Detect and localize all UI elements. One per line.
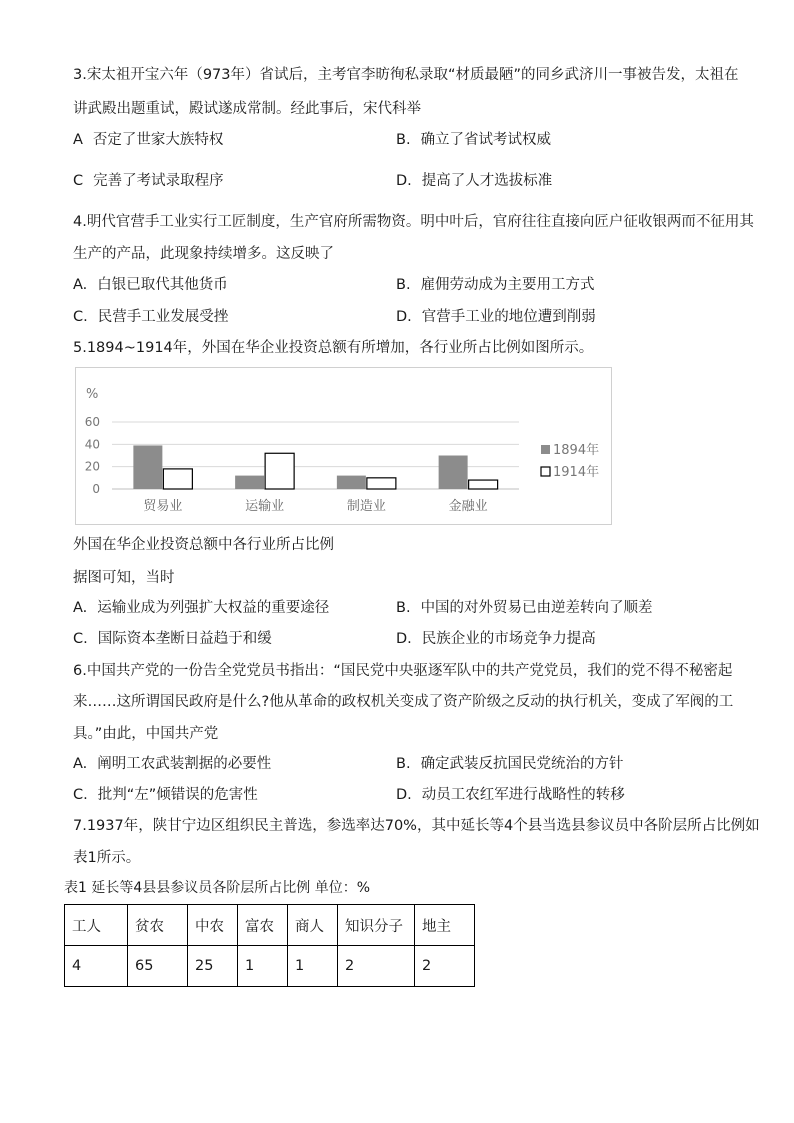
option-text: 民族企业的市场竞争力提高 bbox=[421, 631, 596, 647]
q6-option-b[interactable] bbox=[396, 755, 624, 773]
option-text: 确定武装反抗国民党统治的方针 bbox=[420, 756, 624, 772]
table-header-cell: 知识分子 bbox=[338, 905, 415, 946]
option-key: A bbox=[73, 132, 83, 148]
q4-option-a[interactable] bbox=[73, 276, 228, 294]
y-tick-label: 40 bbox=[84, 437, 100, 452]
q6-option-c[interactable] bbox=[73, 786, 258, 804]
x-category-label: 金融业 bbox=[448, 499, 488, 514]
option-text: 官营手工业的地位遭到削弱 bbox=[421, 309, 596, 325]
option-key: A. bbox=[73, 756, 88, 772]
q3-stem-line-2: 讲武殿出题重试，殿试遂成常制。经此事后，宋代科举 bbox=[73, 101, 421, 117]
chart-caption: 外国在华企业投资总额中各行业所占比例 bbox=[73, 537, 334, 553]
q6-option-d[interactable] bbox=[396, 786, 625, 804]
option-key: B. bbox=[396, 132, 411, 148]
y-axis-unit-label: % bbox=[86, 387, 99, 402]
option-text: 阐明工农武装割据的必要性 bbox=[97, 756, 272, 772]
y-tick-label: 60 bbox=[84, 415, 100, 429]
bar-series2 bbox=[163, 469, 192, 489]
option-key: A. bbox=[73, 600, 88, 616]
q3-option-a[interactable] bbox=[73, 131, 223, 149]
q5-prompt: 据图可知，当时 bbox=[73, 570, 175, 586]
bar-series1 bbox=[235, 476, 264, 489]
table-cell: 2 bbox=[338, 946, 415, 987]
bar-series2 bbox=[469, 480, 498, 489]
y-tick-label: 20 bbox=[84, 459, 100, 474]
table-header-cell: 富农 bbox=[238, 905, 288, 946]
option-key: C. bbox=[73, 787, 88, 803]
q4-stem-line-1: 4.明代官营手工业实行工匠制度，生产官府所需物资。明中叶后，官府往往直接向匠户征收银两而不征用其 bbox=[73, 214, 754, 230]
legend-label: 1894年 bbox=[553, 443, 600, 458]
legend-swatch bbox=[541, 467, 550, 476]
q4-option-c[interactable] bbox=[73, 308, 228, 326]
q5-option-c[interactable] bbox=[73, 630, 272, 648]
q3-option-d[interactable] bbox=[396, 172, 552, 190]
bar-chart bbox=[75, 367, 612, 525]
option-text: 否定了世家大族特权 bbox=[92, 132, 224, 148]
x-category-label: 制造业 bbox=[346, 499, 386, 514]
table-cell: 2 bbox=[415, 946, 475, 987]
table-title: 表1 延长等4县县参议员各阶层所占比例 单位：% bbox=[64, 880, 371, 896]
table-header-cell: 工人 bbox=[65, 905, 128, 946]
data-table bbox=[64, 904, 475, 987]
q6-stem-line-1: 6.中国共产党的一份告全党党员书指出：“国民党中央驱逐军队中的共产党党员，我们的党不得不秘密起 bbox=[73, 663, 733, 679]
option-key: D. bbox=[396, 787, 412, 803]
option-key: B. bbox=[396, 600, 411, 616]
option-text: 动员工农红军进行战略性的转移 bbox=[421, 787, 625, 803]
q5-option-a[interactable] bbox=[73, 599, 329, 617]
option-text: 国际资本垄断日益趋于和缓 bbox=[97, 631, 272, 647]
table-cell: 4 bbox=[65, 946, 128, 987]
q5-stem: 5.1894~1914年，外国在华企业投资总额有所增加，各行业所占比例如图所示。 bbox=[73, 340, 594, 356]
q6-stem-line-3: 具。”由此，中国共产党 bbox=[73, 726, 219, 742]
table-header-row bbox=[65, 905, 475, 946]
q4-option-b[interactable] bbox=[396, 276, 595, 294]
q4-stem-line-2: 生产的产品，此现象持续增多。这反映了 bbox=[73, 246, 334, 262]
x-category-label: 运输业 bbox=[245, 499, 285, 514]
q3-option-b[interactable] bbox=[396, 131, 551, 149]
table-header-cell: 地主 bbox=[415, 905, 475, 946]
option-key: C bbox=[73, 173, 84, 189]
option-text: 白银已取代其他货币 bbox=[97, 277, 228, 293]
q7-stem-line-1: 7.1937年，陕甘宁边区组织民主普选，参选率达70%，其中延长等4个县当选县参议员中各阶层所占比例如 bbox=[73, 818, 760, 834]
option-text: 雇佣劳动成为主要用工方式 bbox=[420, 277, 595, 293]
q3-stem-line-1: 3.宋太祖开宝六年（973年）省试后，主考官李昉徇私录取“材质最陋”的同乡武济川一事被告发，太祖在 bbox=[73, 67, 739, 83]
option-key: D. bbox=[396, 173, 412, 189]
option-key: A. bbox=[73, 277, 88, 293]
option-text: 完善了考试录取程序 bbox=[93, 173, 224, 189]
option-text: 中国的对外贸易已由逆差转向了顺差 bbox=[420, 600, 653, 616]
bar-chart-svg bbox=[76, 368, 611, 524]
table-header-cell: 中农 bbox=[188, 905, 238, 946]
option-text: 提高了人才选拔标准 bbox=[421, 173, 553, 189]
table-row bbox=[65, 946, 475, 987]
q5-option-d[interactable] bbox=[396, 630, 596, 648]
q6-stem-line-2: 来……这所谓国民政府是什么?他从革命的政权机关变成了资产阶级之反动的执行机关，变成了军阀的工 bbox=[73, 694, 734, 710]
bar-series2 bbox=[367, 478, 396, 489]
table-cell: 1 bbox=[288, 946, 338, 987]
x-category-label: 贸易业 bbox=[143, 499, 183, 514]
q3-option-c[interactable] bbox=[73, 172, 224, 190]
option-key: C. bbox=[73, 309, 88, 325]
option-key: D. bbox=[396, 631, 412, 647]
q6-option-a[interactable] bbox=[73, 755, 271, 773]
table-header-cell: 商人 bbox=[288, 905, 338, 946]
option-key: B. bbox=[396, 277, 411, 293]
table-cell: 65 bbox=[128, 946, 188, 987]
y-tick-label: 0 bbox=[92, 482, 100, 496]
legend-label: 1914年 bbox=[553, 465, 600, 480]
option-text: 民营手工业发展受挫 bbox=[97, 309, 229, 325]
table-cell: 25 bbox=[188, 946, 238, 987]
option-text: 运输业成为列强扩大权益的重要途径 bbox=[97, 600, 330, 616]
table-header-cell: 贫农 bbox=[128, 905, 188, 946]
legend-swatch bbox=[541, 445, 550, 454]
table-cell: 1 bbox=[238, 946, 288, 987]
option-text: 批判“左”倾错误的危害性 bbox=[97, 787, 258, 803]
q5-option-b[interactable] bbox=[396, 599, 653, 617]
option-key: D. bbox=[396, 309, 412, 325]
bar-series1 bbox=[439, 456, 468, 490]
option-key: C. bbox=[73, 631, 88, 647]
bar-series1 bbox=[133, 445, 162, 489]
option-text: 确立了省试考试权威 bbox=[420, 132, 552, 148]
option-key: B. bbox=[396, 756, 411, 772]
q4-option-d[interactable] bbox=[396, 308, 596, 326]
q7-stem-line-2: 表1所示。 bbox=[73, 850, 141, 866]
bar-series2 bbox=[265, 453, 294, 489]
bar-series1 bbox=[337, 476, 366, 489]
